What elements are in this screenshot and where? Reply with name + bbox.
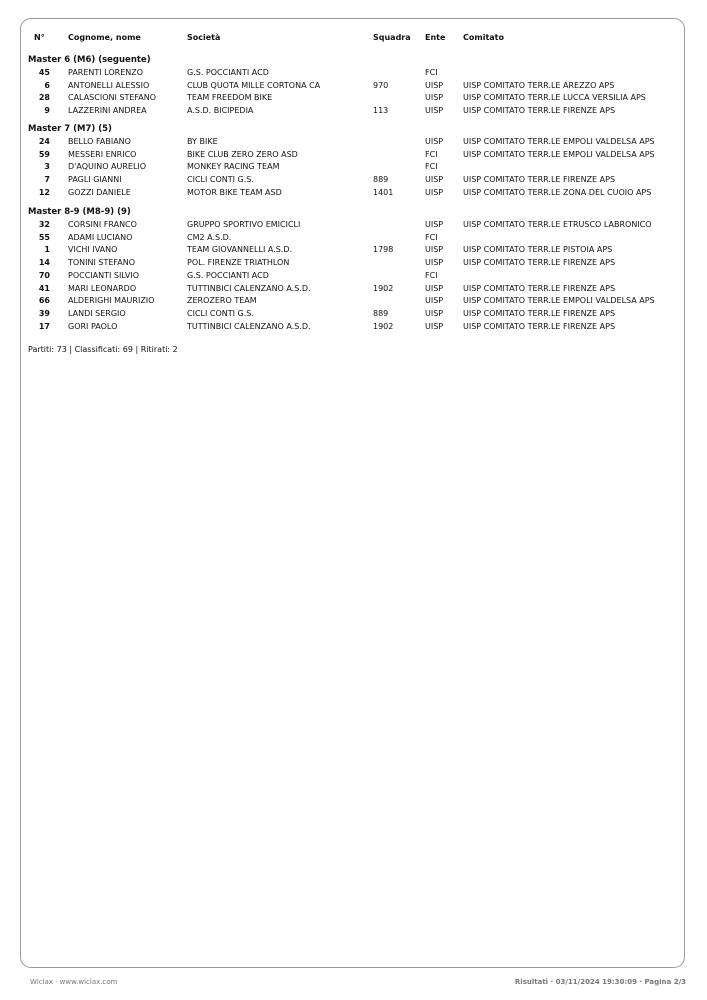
cell-comitato: UISP COMITATO TERR.LE EMPOLI VALDELSA APS bbox=[463, 149, 655, 159]
cell-squadra: 889 bbox=[373, 175, 389, 185]
header-num: N° bbox=[34, 33, 45, 42]
cell-squadra: 1902 bbox=[373, 283, 394, 293]
table-row bbox=[0, 187, 707, 200]
cell-societa: MOTOR BIKE TEAM ASD bbox=[187, 187, 282, 197]
cell-ente: UISP bbox=[425, 137, 444, 146]
column-header-row bbox=[0, 33, 707, 45]
footer-credit: Wiclax · www.wiclax.com bbox=[30, 978, 118, 986]
cell-num: 14 bbox=[38, 258, 50, 268]
cell-societa: TUTTINBICI CALENZANO A.S.D. bbox=[187, 283, 311, 293]
table-row bbox=[0, 295, 707, 308]
cell-num: 3 bbox=[44, 162, 50, 172]
summary-line: Partiti: 73 | Classificati: 69 | Ritirati: 2 bbox=[28, 345, 178, 354]
cell-societa: CICLI CONTI G.S. bbox=[187, 175, 254, 185]
cell-name: MARI LEONARDO bbox=[68, 283, 137, 293]
cell-comitato: UISP COMITATO TERR.LE FIRENZE APS bbox=[463, 175, 616, 185]
cell-comitato: UISP COMITATO TERR.LE LUCCA VERSILIA APS bbox=[463, 93, 646, 103]
cell-num: 32 bbox=[38, 220, 50, 229]
header-ente: Ente bbox=[425, 33, 446, 42]
cell-comitato: UISP COMITATO TERR.LE FIRENZE APS bbox=[463, 321, 616, 331]
cell-comitato: UISP COMITATO TERR.LE FIRENZE APS bbox=[463, 106, 616, 116]
cell-num: 39 bbox=[38, 308, 50, 318]
cell-ente: FCI bbox=[425, 270, 438, 280]
cell-comitato: UISP COMITATO TERR.LE PISTOIA APS bbox=[463, 245, 613, 255]
cell-num: 59 bbox=[38, 149, 50, 159]
cell-ente: UISP bbox=[425, 93, 444, 103]
cell-comitato: UISP COMITATO TERR.LE AREZZO APS bbox=[463, 80, 615, 90]
cell-name: MESSERI ENRICO bbox=[68, 149, 137, 159]
cell-ente: UISP bbox=[425, 175, 444, 185]
table-row bbox=[0, 67, 707, 80]
table-row bbox=[0, 149, 707, 162]
cell-ente: UISP bbox=[425, 308, 444, 318]
cell-name: PARENTI LORENZO bbox=[68, 68, 144, 77]
cell-societa: G.S. POCCIANTI ACD bbox=[187, 68, 269, 77]
cell-name: VICHI IVANO bbox=[68, 245, 118, 255]
cell-comitato: UISP COMITATO TERR.LE FIRENZE APS bbox=[463, 283, 616, 293]
cell-societa: TUTTINBICI CALENZANO A.S.D. bbox=[187, 321, 311, 331]
table-row bbox=[0, 174, 707, 187]
cell-name: PAGLI GIANNI bbox=[68, 175, 122, 185]
footer-page-info: Risultati · 03/11/2024 19:30:09 · Pagina 2/3 bbox=[514, 978, 686, 986]
table-row bbox=[0, 219, 707, 232]
cell-societa: CLUB QUOTA MILLE CORTONA CA bbox=[187, 80, 321, 90]
cell-societa: MONKEY RACING TEAM bbox=[187, 162, 280, 172]
header-squadra: Squadra bbox=[373, 33, 411, 42]
cell-num: 12 bbox=[38, 187, 50, 197]
cell-squadra: 1902 bbox=[373, 321, 394, 331]
table-row bbox=[0, 80, 707, 93]
cell-ente: UISP bbox=[425, 296, 444, 306]
cell-num: 66 bbox=[38, 296, 50, 306]
cell-num: 28 bbox=[38, 93, 50, 103]
cell-societa: A.S.D. BICIPEDIA bbox=[187, 106, 254, 116]
cell-name: POCCIANTI SILVIO bbox=[68, 270, 140, 280]
cell-ente: UISP bbox=[425, 245, 444, 255]
cell-name: ALDERIGHI MAURIZIO bbox=[68, 296, 155, 306]
table-row bbox=[0, 308, 707, 321]
cell-name: CORSINI FRANCO bbox=[68, 220, 137, 229]
cell-num: 7 bbox=[44, 175, 50, 185]
table-row bbox=[0, 244, 707, 257]
cell-name: LAZZERINI ANDREA bbox=[68, 106, 147, 116]
cell-ente: FCI bbox=[425, 149, 438, 159]
cell-ente: FCI bbox=[425, 232, 438, 242]
cell-name: LANDI SERGIO bbox=[68, 308, 126, 318]
table-row bbox=[0, 161, 707, 174]
cell-societa: ZEROZERO TEAM bbox=[187, 296, 257, 306]
cell-name: ANTONELLI ALESSIO bbox=[68, 80, 150, 90]
cell-num: 6 bbox=[44, 80, 50, 90]
cell-societa: G.S. POCCIANTI ACD bbox=[187, 270, 269, 280]
section-title: Master 6 (M6) (seguente) bbox=[28, 55, 151, 65]
table-row bbox=[0, 257, 707, 270]
table-row bbox=[0, 232, 707, 245]
cell-societa: CICLI CONTI G.S. bbox=[187, 308, 254, 318]
cell-ente: FCI bbox=[425, 162, 438, 172]
table-row bbox=[0, 92, 707, 105]
cell-num: 9 bbox=[44, 106, 50, 116]
section-title: Master 8-9 (M8-9) (9) bbox=[28, 207, 131, 217]
cell-squadra: 889 bbox=[373, 308, 389, 318]
header-societa: Società bbox=[187, 33, 221, 42]
cell-comitato: UISP COMITATO TERR.LE ZONA DEL CUOIO APS bbox=[463, 187, 652, 197]
header-name: Cognome, nome bbox=[68, 33, 141, 42]
cell-num: 24 bbox=[38, 137, 50, 146]
cell-name: BELLO FABIANO bbox=[68, 137, 131, 146]
cell-name: GOZZI DANIELE bbox=[68, 187, 131, 197]
cell-comitato: UISP COMITATO TERR.LE FIRENZE APS bbox=[463, 308, 616, 318]
cell-ente: UISP bbox=[425, 220, 444, 229]
section-title: Master 7 (M7) (5) bbox=[28, 124, 112, 134]
cell-squadra: 1798 bbox=[373, 245, 394, 255]
cell-comitato: UISP COMITATO TERR.LE EMPOLI VALDELSA APS bbox=[463, 296, 655, 306]
cell-societa: TEAM GIOVANNELLI A.S.D. bbox=[187, 245, 293, 255]
cell-ente: UISP bbox=[425, 187, 444, 197]
header-comitato: Comitato bbox=[463, 33, 504, 42]
table-row bbox=[0, 270, 707, 283]
cell-societa: GRUPPO SPORTIVO EMICICLI bbox=[187, 220, 301, 229]
table-row bbox=[0, 105, 707, 118]
cell-name: TONINI STEFANO bbox=[68, 258, 136, 268]
cell-ente: UISP bbox=[425, 283, 444, 293]
cell-ente: UISP bbox=[425, 321, 444, 331]
cell-squadra: 970 bbox=[373, 80, 389, 90]
table-row bbox=[0, 321, 707, 334]
cell-ente: UISP bbox=[425, 106, 444, 116]
table-row bbox=[0, 283, 707, 296]
cell-societa: BY BIKE bbox=[187, 137, 218, 146]
cell-num: 70 bbox=[38, 270, 50, 280]
table-row bbox=[0, 136, 707, 149]
cell-societa: POL. FIRENZE TRIATHLON bbox=[187, 258, 290, 268]
cell-ente: UISP bbox=[425, 80, 444, 90]
cell-comitato: UISP COMITATO TERR.LE FIRENZE APS bbox=[463, 258, 616, 268]
cell-num: 17 bbox=[38, 321, 50, 331]
cell-name: ADAMI LUCIANO bbox=[68, 232, 133, 242]
cell-num: 55 bbox=[38, 232, 50, 242]
cell-comitato: UISP COMITATO TERR.LE EMPOLI VALDELSA APS bbox=[463, 137, 655, 146]
cell-name: CALASCIONI STEFANO bbox=[68, 93, 157, 103]
cell-comitato: UISP COMITATO TERR.LE ETRUSCO LABRONICO bbox=[463, 220, 652, 229]
cell-societa: BIKE CLUB ZERO ZERO ASD bbox=[187, 149, 298, 159]
cell-squadra: 1401 bbox=[373, 187, 394, 197]
cell-num: 41 bbox=[38, 283, 50, 293]
cell-name: GORI PAOLO bbox=[68, 321, 118, 331]
cell-societa: TEAM FREEDOM BIKE bbox=[187, 93, 273, 103]
cell-num: 1 bbox=[44, 245, 50, 255]
cell-squadra: 113 bbox=[373, 106, 389, 116]
cell-ente: FCI bbox=[425, 68, 438, 77]
cell-ente: UISP bbox=[425, 258, 444, 268]
cell-societa: CM2 A.S.D. bbox=[187, 232, 232, 242]
cell-name: D'AQUINO AURELIO bbox=[68, 162, 147, 172]
cell-num: 45 bbox=[38, 68, 50, 77]
